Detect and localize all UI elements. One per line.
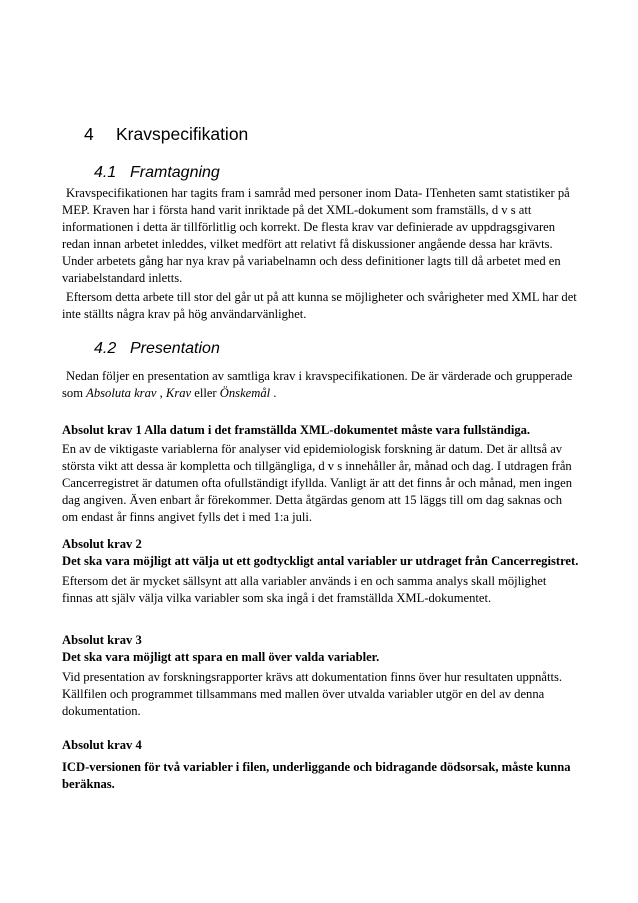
requirement-body: Eftersom det är mycket sällsynt att alla variabler används i en och samma analys skall möjlighet finnas att själv välja vilka variabler som ska ingå i det framställda XML-dokumentet. xyxy=(62,574,547,605)
paragraph: Eftersom detta arbete till stor del går ut på att kunna se möjligheter och svårigheter med XML har det inte ställts några krav på hög användarvänlighet. xyxy=(62,290,577,321)
requirement-4 xyxy=(62,737,580,793)
requirement-1 xyxy=(62,422,580,526)
section-number: 4 xyxy=(84,124,94,144)
category-krav: Krav xyxy=(165,386,192,400)
subsection-heading-framtagning xyxy=(94,164,220,182)
framtagning-body xyxy=(62,185,580,323)
separator: eller xyxy=(191,386,220,400)
separator: , xyxy=(156,386,166,400)
requirement-title: ICD-versionen för två variabler i filen, underliggande och bidragande dödsorsak, måste kunna beräknas. xyxy=(62,760,571,791)
paragraph xyxy=(62,368,580,402)
requirement-label: Absolut krav 4 xyxy=(62,738,142,752)
requirement-body: Vid presentation av forskningsrapporter krävs att dokumentation finns över hur resultaten uppnåtts. Källfilen och programmet tillsammans med mallen över utvalda variabler utgör en del av denna dokumentation. xyxy=(62,670,563,718)
subsection-title: Presentation xyxy=(130,340,220,357)
section-heading xyxy=(84,124,248,145)
subsection-number: 4.1 xyxy=(94,164,117,181)
requirement-title: Absolut krav 1 Alla datum i det framställda XML-dokumentet måste vara fullständiga. xyxy=(62,423,531,437)
category-absoluta-krav: Absoluta krav xyxy=(86,386,157,400)
subsection-heading-presentation xyxy=(94,340,220,358)
intro-end: . xyxy=(270,386,277,400)
subsection-number: 4.2 xyxy=(94,340,117,357)
section-title: Kravspecifikation xyxy=(116,124,249,144)
requirement-title: Det ska vara möjligt att välja ut ett godtyckligt antal variabler ur utdraget från Cancerregistret. xyxy=(62,554,579,568)
intro-text: Nedan följer en presentation av samtliga krav i kravspecifikationen. De är värderade och grupperade som xyxy=(62,369,573,400)
requirement-3 xyxy=(62,632,580,720)
requirement-2 xyxy=(62,536,580,607)
requirement-label: Absolut krav 3 xyxy=(62,633,142,647)
subsection-title: Framtagning xyxy=(130,164,220,181)
presentation-intro xyxy=(62,368,580,402)
requirement-title: Det ska vara möjligt att spara en mall över valda variabler. xyxy=(62,650,380,664)
category-onskemal: Önskemål xyxy=(219,386,271,400)
paragraph: Kravspecifikationen har tagits fram i samråd med personer inom Data- ITenheten samt statistiker på MEP. Kraven har i första hand varit inriktade på det XML-dokument som framställs, d v s att informationen i detta är tillförlitlig och korrekt. De flesta krav var definierade av uppdragsgivaren redan innan arbetet inleddes, vilket medfört att relativt få diskussioner angående dessa har krävts. Under arbetets gång har nya krav på variabelnamn och dess definitioner lagts till då arbetet med en variabelstandard inletts. xyxy=(62,186,570,285)
requirement-label: Absolut krav 2 xyxy=(62,537,142,551)
requirement-body: En av de viktigaste variablerna för analyser vid epidemiologisk forskning är datum. Det är alltså av största vikt att dessa är kompletta och tillgängliga, d v s innehåller år, månad och dag. I utdragen från Cancerregistret är datumen ofta ofullständigt ifyllda. Vanligt är att det finns år och månad, men ingen dag angiven. Även enbart år förekommer. Detta åtgärdas genom att 15 läggs till om dag saknas och om endast år finns angivet fylls det i med 1:a juli. xyxy=(62,442,573,524)
